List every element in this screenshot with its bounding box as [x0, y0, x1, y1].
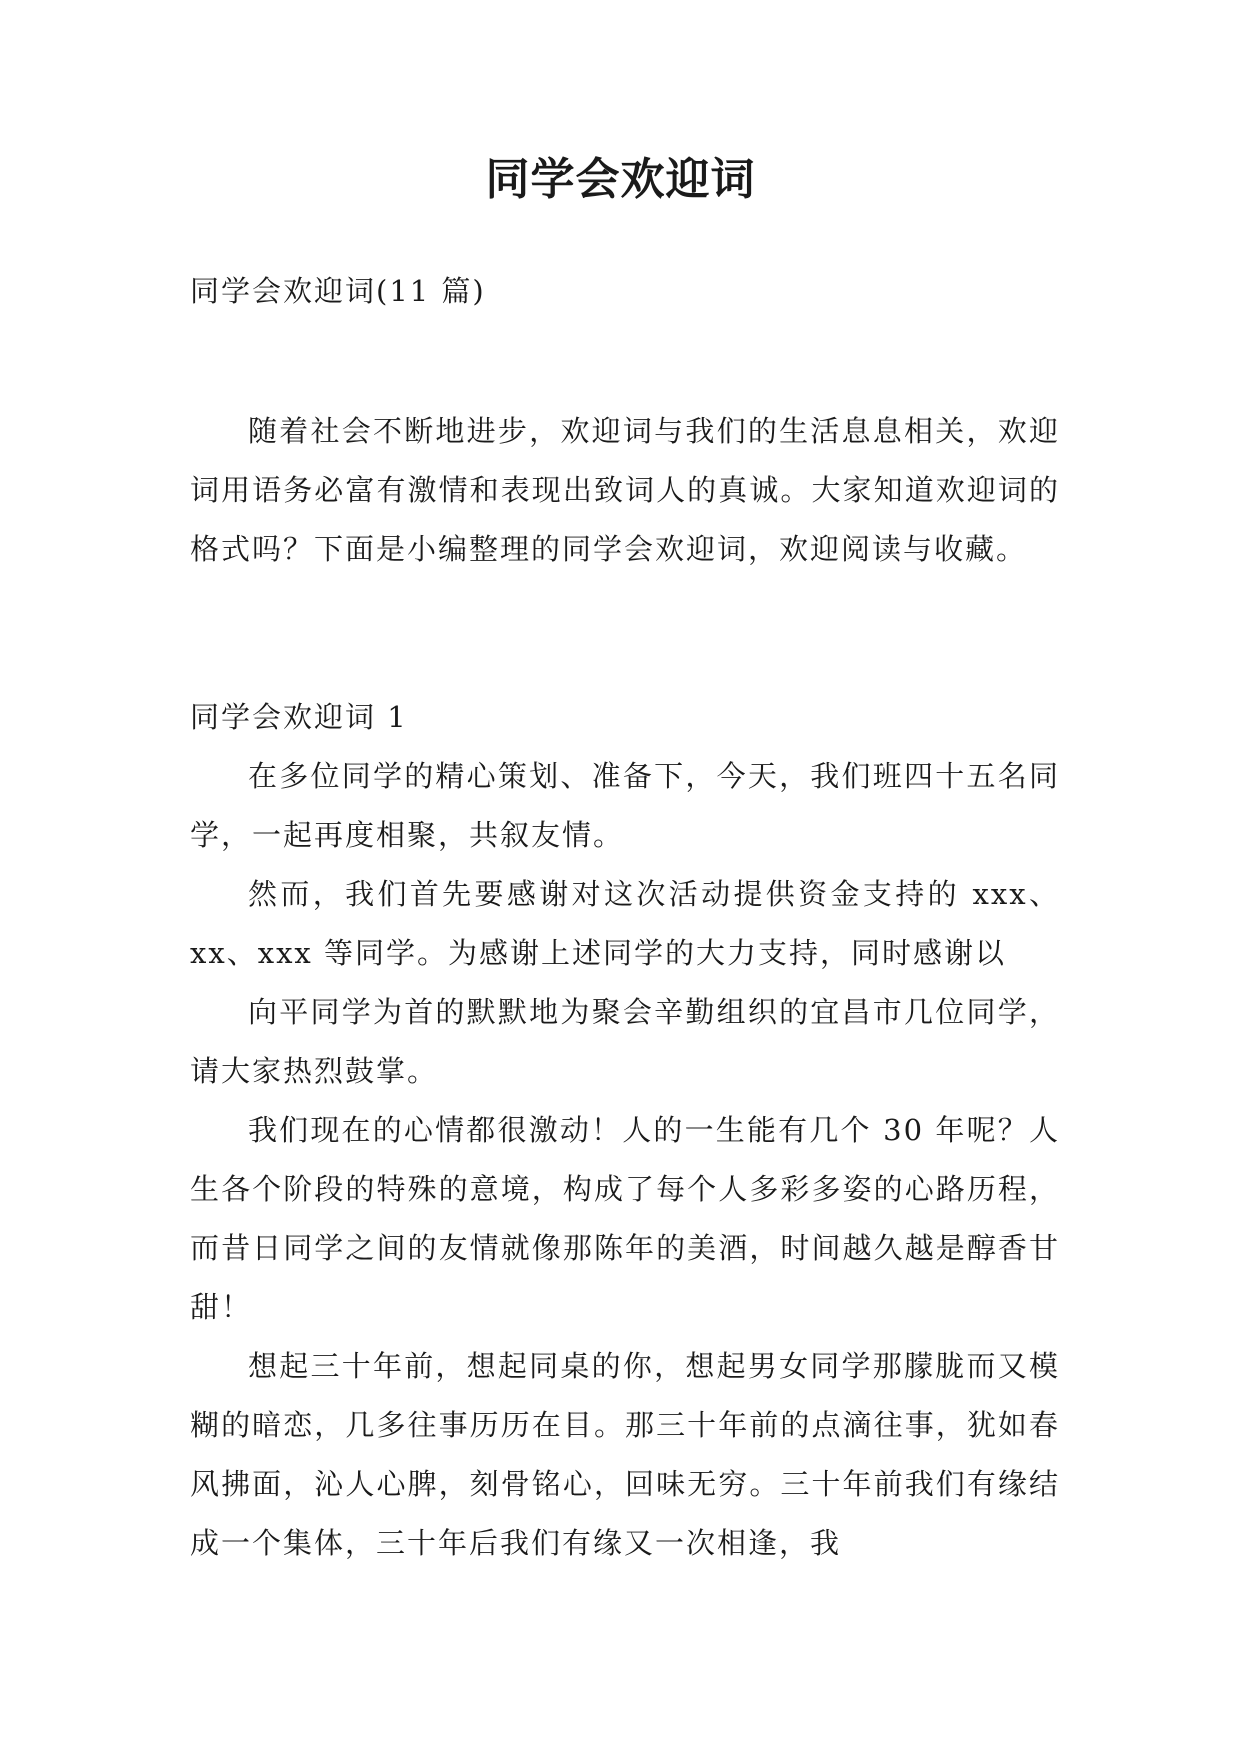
section-paragraph: 向平同学为首的默默地为聚会辛勤组织的宜昌市几位同学，请大家热烈鼓掌。 [190, 995, 1060, 1088]
section-paragraph: 我们现在的心情都很激动！人的一生能有几个 30 年呢？人生各个阶段的特殊的意境，构成了每个人多彩多姿的心路历程，而昔日同学之间的友情就像那陈年的美酒，时间越久越是醇香甘甜！ [190, 1113, 1060, 1324]
section-paragraph: 然而，我们首先要感谢对这次活动提供资金支持的 xxx、xx、xxx 等同学。为感谢上述同学的大力支持，同时感谢以 [190, 877, 1060, 970]
document-subtitle: 同学会欢迎词(11 篇) [190, 274, 486, 308]
intro-paragraph: 随着社会不断地进步，欢迎词与我们的生活息息相关，欢迎词用语务必富有激情和表现出致词人的真诚。大家知道欢迎词的格式吗？下面是小编整理的同学会欢迎词，欢迎阅读与收藏。 [190, 414, 1060, 566]
document-title: 同学会欢迎词 [485, 154, 756, 205]
section-heading: 同学会欢迎词 1 [190, 700, 408, 734]
section-paragraph: 想起三十年前，想起同桌的你，想起男女同学那朦胧而又模糊的暗恋，几多往事历历在目。那三十年前的点滴往事，犹如春风拂面，沁人心脾，刻骨铭心，回味无穷。三十年前我们有缘结成一个集体，三十年后我们有缘又一次相逢，我 [190, 1349, 1060, 1560]
section-paragraph: 在多位同学的精心策划、准备下，今天，我们班四十五名同学，一起再度相聚，共叙友情。 [190, 759, 1060, 852]
section-1 [190, 688, 1060, 1573]
